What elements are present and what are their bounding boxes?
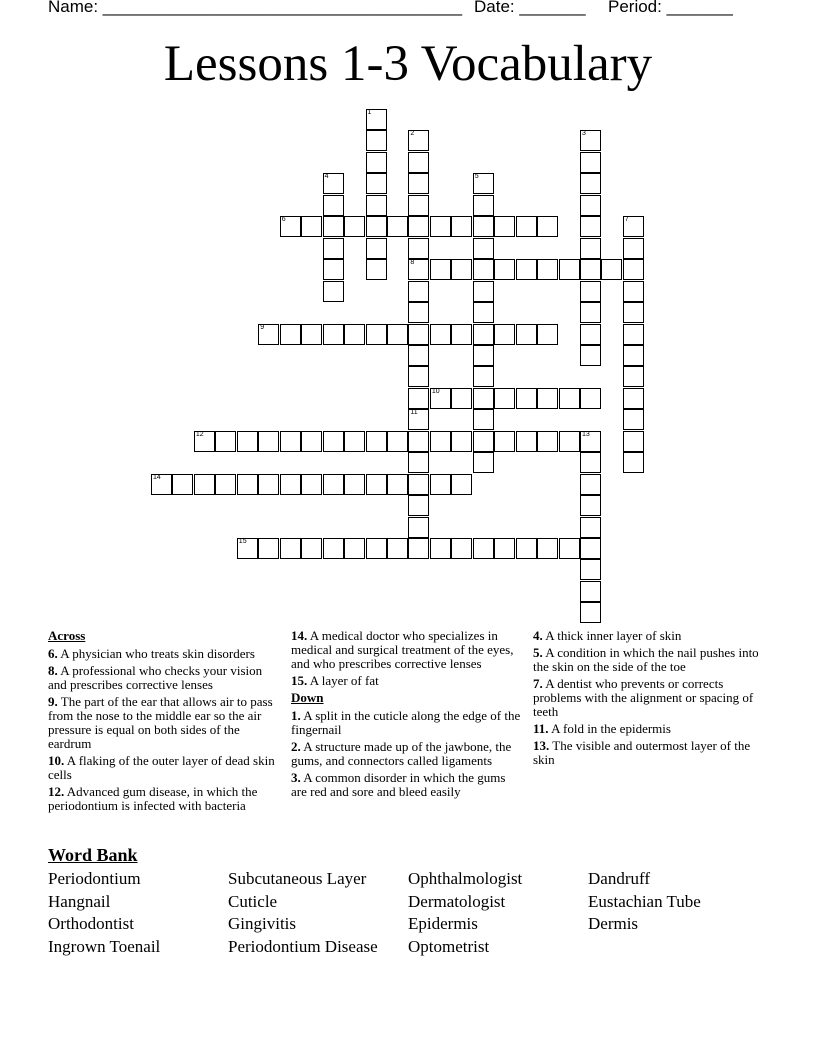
clue-number: 10. [48,753,65,768]
grid-cell[interactable] [494,216,515,237]
clue-number: 1. [291,708,301,723]
grid-cell[interactable] [408,452,429,473]
grid-cell[interactable] [323,259,344,280]
word-bank-word: Cuticle [228,891,278,911]
clue-number: 13. [533,738,550,753]
grid-cell[interactable] [623,431,644,452]
clue-number: 15 [238,538,247,545]
grid-cell[interactable] [366,474,387,495]
grid-cell[interactable] [408,173,429,194]
across-heading: Across [48,628,86,643]
clue-text: The visible and outermost layer of the skin [533,738,751,767]
date-field[interactable]: Date: _______ [474,0,586,16]
grid-cell[interactable] [623,366,644,387]
grid-cell[interactable] [623,345,644,366]
grid-cell[interactable] [408,345,429,366]
grid-cell[interactable] [580,259,601,280]
grid-cell[interactable] [366,324,387,345]
grid-cell[interactable] [537,259,558,280]
grid-cell[interactable] [366,130,387,151]
down-clue-list [291,709,521,799]
grid-cell[interactable] [430,474,451,495]
grid-cell[interactable] [451,538,472,559]
grid-cell[interactable] [258,538,279,559]
grid-cell[interactable] [580,474,601,495]
grid-cell[interactable] [408,152,429,173]
grid-cell[interactable] [366,431,387,452]
grid-cell[interactable] [537,388,558,409]
grid-cell[interactable] [323,538,344,559]
clue-text: A layer of fat [307,673,379,688]
grid-cell[interactable] [323,216,344,237]
grid-cell[interactable] [408,324,429,345]
grid-cell[interactable] [408,216,429,237]
across-clue-list [48,647,280,813]
grid-cell[interactable] [473,345,494,366]
grid-cell[interactable] [473,366,494,387]
grid-cell[interactable] [473,324,494,345]
grid-cell[interactable] [344,431,365,452]
grid-cell[interactable] [580,388,601,409]
grid-cell[interactable] [366,152,387,173]
grid-cell[interactable] [366,538,387,559]
grid-cell[interactable] [580,130,601,151]
word-bank-word: Dermis [588,914,639,934]
grid-cell[interactable] [473,195,494,216]
grid-cell[interactable] [601,259,622,280]
clue-number: 11 [410,409,418,417]
grid-cell[interactable] [323,238,344,259]
word-bank-list [48,868,768,960]
grid-cell[interactable] [408,238,429,259]
period-field[interactable]: Period: _______ [608,0,733,16]
clue-text: A thick inner layer of skin [542,628,682,643]
grid-cell[interactable] [473,238,494,259]
grid-cell[interactable] [323,324,344,345]
clue-text: A flaking of the outer layer of dead skin cells [48,753,275,782]
word-bank-word: Dermatologist [408,891,506,911]
grid-cell[interactable] [623,259,644,280]
grid-cell[interactable] [580,345,601,366]
grid-cell[interactable] [580,281,601,302]
across-clue-list-continued [291,629,521,688]
grid-cell[interactable] [516,259,537,280]
grid-cell[interactable] [215,474,236,495]
clue-text: The part of the ear that allows air to pass from the nose to the middle ear so the air pressure is equal on both sides of the eardrum [48,694,273,751]
word-bank-word: Periodontium [48,869,141,888]
grid-cell[interactable] [366,238,387,259]
grid-cell[interactable] [280,538,301,559]
clue-number: 3. [291,770,301,785]
grid-cell[interactable] [516,388,537,409]
grid-cell[interactable] [301,324,322,345]
clue-text: A fold in the epidermis [548,721,671,736]
grid-cell[interactable] [301,538,322,559]
down-clue-list-continued [533,629,768,767]
clue [533,629,768,643]
grid-cell[interactable] [280,216,301,237]
grid-cell[interactable] [473,452,494,473]
grid-cell[interactable] [580,559,601,580]
word-bank-word: Epidermis [408,914,478,934]
grid-cell[interactable] [516,216,537,237]
grid-cell[interactable] [580,431,601,452]
grid-cell[interactable] [580,602,601,623]
grid-cell[interactable] [387,216,408,237]
clue [48,754,280,782]
word-bank-word: Ophthalmologist [408,869,523,888]
clue-number: 3 [582,130,586,138]
grid-cell[interactable] [623,216,644,237]
grid-cell[interactable] [430,431,451,452]
grid-cell[interactable] [408,195,429,216]
clue [291,629,521,671]
grid-cell[interactable] [537,324,558,345]
grid-cell[interactable] [237,538,258,559]
grid-cell[interactable] [408,517,429,538]
grid-cell[interactable] [473,302,494,323]
grid-cell[interactable] [301,474,322,495]
grid-cell[interactable] [301,216,322,237]
clue [291,709,521,737]
grid-cell[interactable] [237,431,258,452]
grid-cell[interactable] [408,538,429,559]
clue-text: A split in the cuticle along the edge of the fingernail [291,708,521,737]
grid-cell[interactable] [451,216,472,237]
clue-text: A dentist who prevents or corrects problems with the alignment or spacing of teeth [533,676,754,719]
clue [533,646,768,674]
grid-cell[interactable] [344,324,365,345]
grid-cell[interactable] [366,109,387,130]
grid-cell[interactable] [408,474,429,495]
grid-cell[interactable] [580,581,601,602]
grid-cell[interactable] [623,238,644,259]
clues-column-3 [533,629,768,770]
grid-cell[interactable] [623,324,644,345]
clue-number: 2. [291,739,301,754]
grid-cell[interactable] [366,259,387,280]
grid-cell[interactable] [387,538,408,559]
grid-cell[interactable] [408,281,429,302]
grid-cell[interactable] [387,431,408,452]
clue [48,695,280,751]
grid-cell[interactable] [473,431,494,452]
grid-cell[interactable] [430,388,451,409]
down-heading: Down [291,690,324,705]
grid-cell[interactable] [430,538,451,559]
grid-cell[interactable] [151,474,172,495]
grid-cell[interactable] [323,474,344,495]
word-bank-title: Word Bank [48,845,138,865]
grid-cell[interactable] [516,324,537,345]
header [48,0,768,19]
grid-cell[interactable] [451,324,472,345]
grid-cell[interactable] [451,431,472,452]
clue-number: 8 [410,259,415,267]
word-bank-word: Subcutaneous Layer [228,869,367,888]
grid-cell[interactable] [366,195,387,216]
grid-cell[interactable] [559,431,580,452]
grid-cell[interactable] [323,173,344,194]
grid-cell[interactable] [537,431,558,452]
grid-cell[interactable] [580,173,601,194]
grid-cell[interactable] [623,302,644,323]
grid-cell[interactable] [344,474,365,495]
grid-cell[interactable] [451,388,472,409]
grid-cell[interactable] [387,474,408,495]
grid-cell[interactable] [387,324,408,345]
grid-cell[interactable] [623,388,644,409]
page-title: Lessons 1-3 Vocabulary [163,36,653,92]
clue-number: 12 [195,430,204,438]
grid-cell[interactable] [580,452,601,473]
grid-cell[interactable] [623,281,644,302]
grid-cell[interactable] [473,216,494,237]
grid-cell[interactable] [344,538,365,559]
clue [291,771,521,799]
grid-cell[interactable] [280,474,301,495]
clue-number: 2 [410,130,415,138]
clue-text: Advanced gum disease, in which the periodontium is infected with bacteria [48,784,258,813]
clue-number: 8. [48,663,58,678]
clues-column-2 [291,629,521,802]
grid-cell[interactable] [494,324,515,345]
grid-cell[interactable] [559,538,580,559]
grid-cell[interactable] [323,195,344,216]
grid-cell[interactable] [430,324,451,345]
clue-text: A professional who checks your vision and prescribes corrective lenses [48,663,263,692]
clues-column-1 [48,629,280,816]
clue [533,739,768,767]
grid-cell[interactable] [258,431,279,452]
grid-cell[interactable] [494,538,515,559]
grid-cell[interactable] [344,216,365,237]
clue [533,677,768,719]
grid-cell[interactable] [408,302,429,323]
grid-cell[interactable] [580,238,601,259]
grid-cell[interactable] [430,216,451,237]
word-bank-word: Optometrist [408,937,490,957]
clue-number: 4. [533,628,543,643]
grid-cell[interactable] [580,538,601,559]
clue-number: 6. [48,646,58,661]
grid-cell[interactable] [537,538,558,559]
grid-cell[interactable] [194,431,215,452]
word-bank-word: Eustachian Tube [588,891,701,911]
grid-cell[interactable] [580,152,601,173]
clue-number: 5 [474,173,479,181]
clue [48,664,280,692]
clue [48,647,280,661]
grid-cell[interactable] [494,388,515,409]
grid-cell[interactable] [473,409,494,430]
word-bank-word: Dandruff [588,869,650,888]
grid-cell[interactable] [473,173,494,194]
grid-cell[interactable] [323,281,344,302]
grid-cell[interactable] [537,216,558,237]
grid-cell[interactable] [494,259,515,280]
grid-cell[interactable] [408,130,429,151]
clue-number: 10 [431,387,440,395]
clue-number: 5. [533,645,543,660]
grid-cell[interactable] [451,474,472,495]
clue-text: A structure made up of the jawbone, the gums, and connectors called ligaments [291,739,512,768]
grid-cell[interactable] [580,195,601,216]
grid-cell[interactable] [408,388,429,409]
grid-cell[interactable] [408,495,429,516]
grid-cell[interactable] [559,388,580,409]
grid-cell[interactable] [408,409,429,430]
grid-cell[interactable] [559,259,580,280]
clue-number: 12. [48,784,65,799]
grid-cell[interactable] [408,259,429,280]
grid-cell[interactable] [430,259,451,280]
clue-number: 11. [533,721,549,736]
clue-text: A medical doctor who specializes in medical and surgical treatment of the eyes, and who prescribes corrective lenses [291,628,514,671]
grid-cell[interactable] [580,216,601,237]
grid-cell[interactable] [580,324,601,345]
clue-number: 15. [291,673,308,688]
clue-number: 9. [48,694,58,709]
grid-cell[interactable] [516,538,537,559]
grid-cell[interactable] [194,474,215,495]
grid-cell[interactable] [580,302,601,323]
grid-cell[interactable] [280,324,301,345]
clue-number: 1 [367,109,372,116]
clue-number: 4 [324,173,329,181]
grid-cell[interactable] [623,409,644,430]
grid-cell[interactable] [451,259,472,280]
grid-cell[interactable] [408,366,429,387]
grid-cell[interactable] [172,474,193,495]
clue-number: 13 [582,430,590,438]
grid-cell[interactable] [473,259,494,280]
grid-cell[interactable] [215,431,236,452]
grid-cell[interactable] [280,431,301,452]
clue-number: 14. [291,628,308,643]
clue-text: A condition in which the nail pushes into the skin on the side of the toe [533,645,759,674]
clue-text: A common disorder in which the gums are red and sore and bleed easily [291,770,506,799]
grid-cell[interactable] [623,452,644,473]
clue [291,674,521,688]
word-bank-word: Orthodontist [48,914,134,934]
word-bank-word: Periodontium Disease [228,937,378,957]
grid-cell[interactable] [580,495,601,516]
clue-text: A physician who treats skin disorders [57,646,255,661]
grid-cell[interactable] [473,538,494,559]
grid-cell[interactable] [258,474,279,495]
clue-number: 7. [533,676,543,691]
name-field[interactable]: Name: ______________________________________ [48,0,463,16]
grid-cell[interactable] [323,431,344,452]
grid-cell[interactable] [473,388,494,409]
grid-cell[interactable] [366,216,387,237]
clue [48,785,280,813]
grid-cell[interactable] [237,474,258,495]
crossword-grid [151,109,645,625]
clue [533,722,768,736]
word-bank [48,845,768,960]
grid-cell[interactable] [494,431,515,452]
clue-number: 14 [153,473,161,481]
grid-cell[interactable] [580,517,601,538]
grid-cell[interactable] [301,431,322,452]
clue [291,740,521,768]
clue-number: 9 [260,323,265,331]
grid-cell[interactable] [366,173,387,194]
word-bank-word: Ingrown Toenail [48,937,161,957]
word-bank-word: Hangnail [48,891,111,911]
grid-cell[interactable] [473,281,494,302]
word-bank-word: Gingivitis [228,914,297,934]
grid-cell[interactable] [408,431,429,452]
clue-number: 6 [281,216,286,224]
grid-cell[interactable] [516,431,537,452]
grid-cell[interactable] [258,324,279,345]
clue-number: 7 [624,216,629,224]
